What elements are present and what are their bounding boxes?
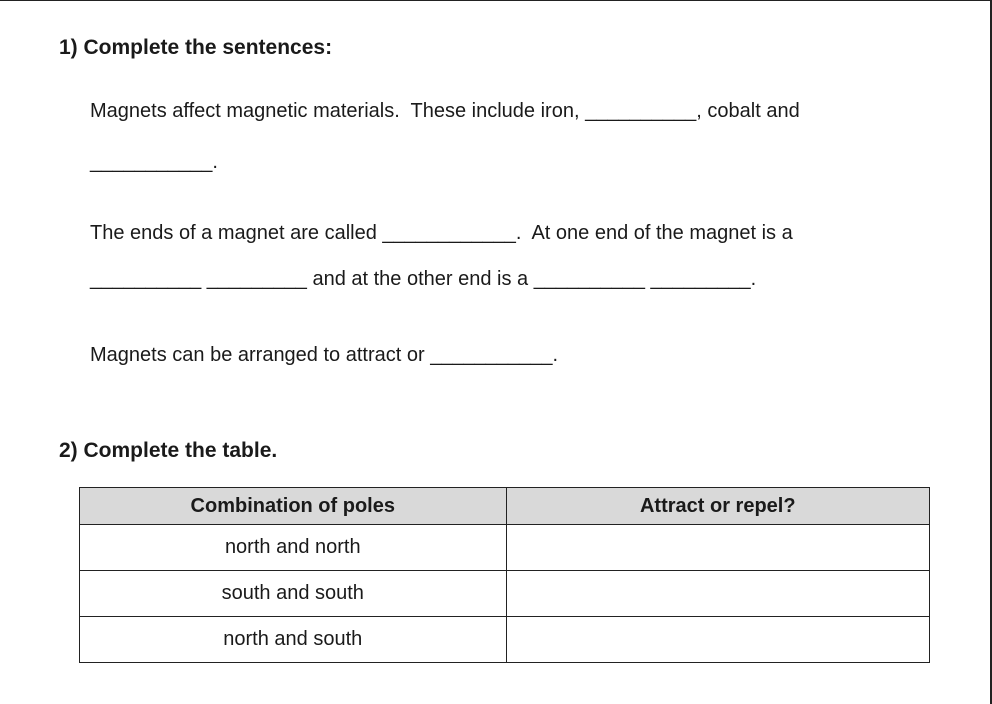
- answer-cell[interactable]: [506, 571, 929, 617]
- question-1-heading: 1) Complete the sentences:: [59, 36, 333, 59]
- answer-cell[interactable]: [506, 525, 929, 571]
- table-row: [80, 617, 930, 663]
- column-header-attract-repel: Attract or repel?: [506, 488, 929, 525]
- sentence-line-5: Magnets can be arranged to attract or ___________.: [90, 344, 559, 366]
- pole-combination-cell: north and north: [80, 525, 507, 571]
- sentence-line-2: ___________.: [90, 151, 218, 173]
- column-header-combination: Combination of poles: [80, 488, 507, 525]
- pole-combination-cell: south and south: [80, 571, 507, 617]
- sentence-line-4: __________ _________ and at the other end is a __________ _________.: [90, 268, 757, 290]
- poles-table: [79, 487, 930, 663]
- pole-combination-cell: north and south: [80, 617, 507, 663]
- table-row: [80, 571, 930, 617]
- table-row: [80, 525, 930, 571]
- table-header-row: [80, 488, 930, 525]
- answer-cell[interactable]: [506, 617, 929, 663]
- sentence-line-1: Magnets affect magnetic materials. These include iron, __________, cobalt and: [90, 100, 800, 122]
- question-2-heading: 2) Complete the table.: [59, 439, 278, 462]
- sentence-line-3: The ends of a magnet are called ____________. At one end of the magnet is a: [90, 222, 793, 244]
